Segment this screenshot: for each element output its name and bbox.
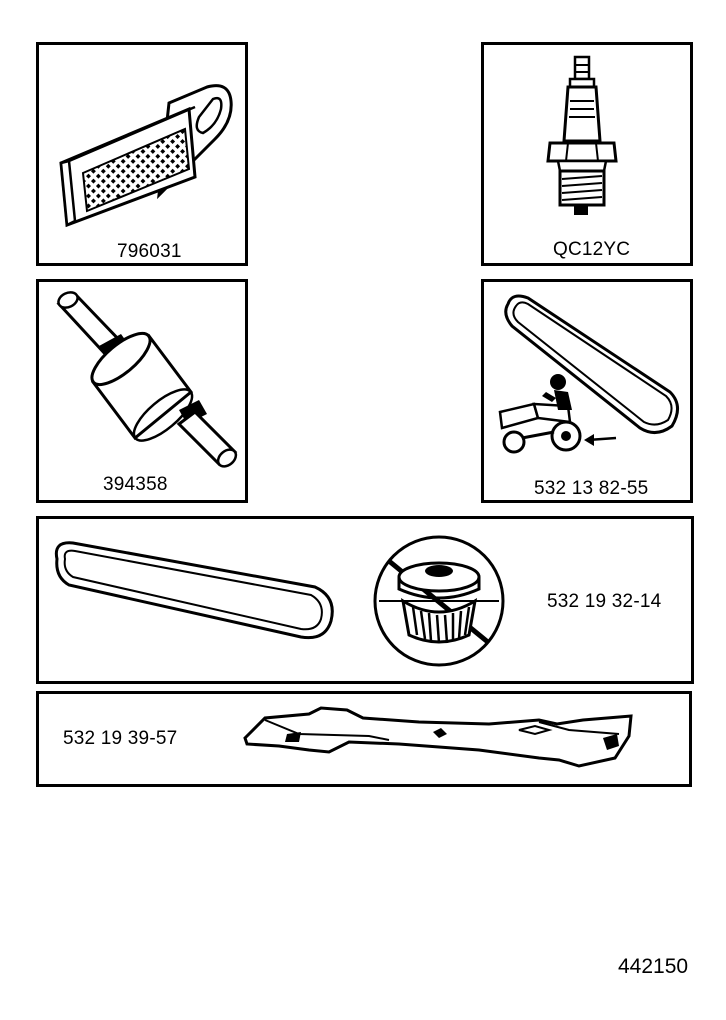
spark-plug-icon (484, 45, 696, 269)
belt-pulley-panel (36, 516, 694, 684)
drive-belt-panel (481, 279, 693, 503)
pulley-icon (369, 531, 519, 671)
part-number-label: 532 13 82-55 (534, 478, 649, 499)
air-filter-icon (39, 45, 251, 269)
mower-blade-panel (36, 691, 692, 787)
fuel-filter-panel (36, 279, 248, 503)
part-number-label: 532 19 39-57 (63, 728, 178, 749)
document-number: 442150 (618, 955, 689, 978)
air-filter-panel (36, 42, 248, 266)
mower-blade-icon (239, 706, 639, 776)
part-number-label: QC12YC (553, 239, 631, 260)
spark-plug-panel (481, 42, 693, 266)
drive-belt-icon (484, 282, 696, 506)
part-number-label: 532 19 32-14 (547, 591, 662, 612)
part-number-label: 394358 (103, 474, 168, 495)
part-number-label: 796031 (117, 241, 182, 262)
fuel-filter-icon (39, 282, 251, 506)
deck-belt-icon (39, 519, 339, 687)
